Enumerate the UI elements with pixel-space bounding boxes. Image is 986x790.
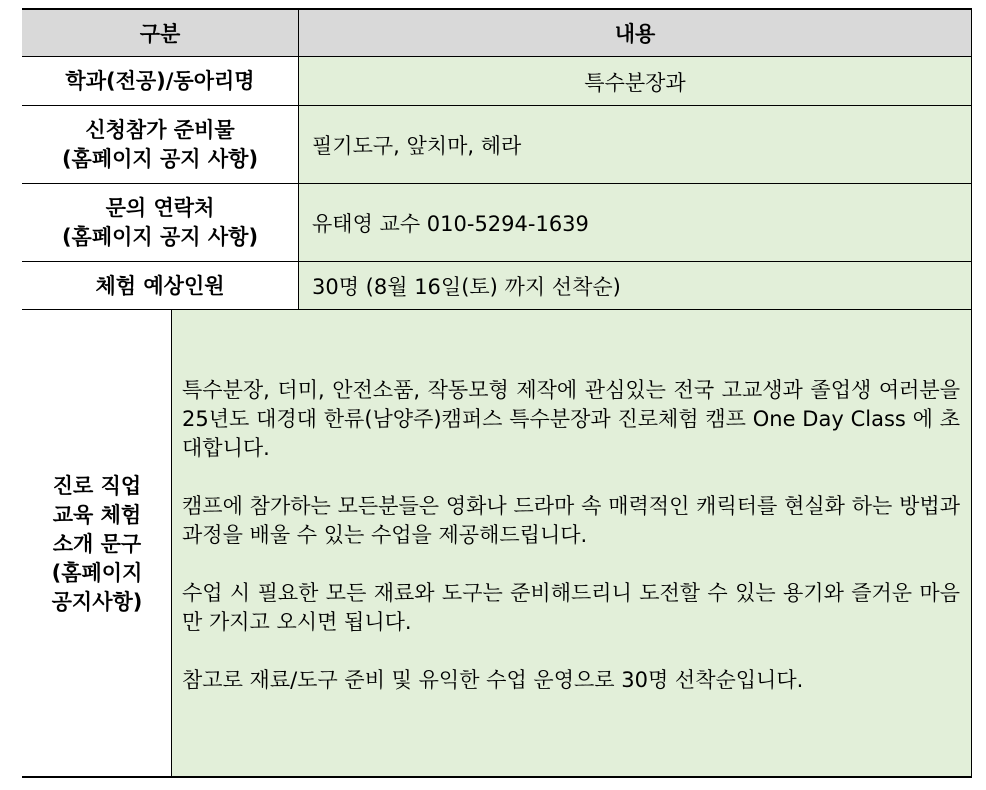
label-intro-line5: 공지사항) [51,589,143,614]
intro-paragraph: 참고로 재료/도구 준비 및 유익한 수업 운영으로 30명 선착순입니다. [182,668,804,692]
header-content: 내용 [298,8,972,57]
intro-content [172,310,972,778]
label-department [22,57,298,106]
value-department: 특수분장과 [298,57,972,106]
info-table [22,8,972,778]
value-capacity: 30명 (8월 16일(토) 까지 선착순) [298,262,972,310]
intro-paragraph: 특수분장, 더미, 안전소품, 작동모형 제작에 관심있는 전국 고교생과 졸업생 여러분을 25년도 대경대 한류(남양주)캠퍼스 특수분장과 진로체험 캠프 One Day Class 에 초대합니다. [182,378,960,460]
value-supplies: 필기도구, 앞치마, 헤라 [298,106,972,184]
row-divider [22,309,972,310]
column-divider [298,8,299,310]
label-intro-line1: 진로 직업 [52,473,142,498]
label-contact [22,184,298,262]
label-intro [22,310,172,778]
intro-column-divider [171,310,172,778]
label-supplies [22,106,298,184]
value-contact: 유태영 교수 010-5294-1639 [298,184,972,262]
label-contact-line2: (홈페이지 공지 사항) [61,225,259,249]
label-contact-line1: 문의 연락처 [105,196,215,220]
row-divider [22,261,972,262]
top-border [22,8,972,10]
label-intro-line4: (홈페이지 [51,560,143,585]
bottom-border [22,776,972,778]
label-capacity [22,262,298,310]
intro-paragraph: 캠프에 참가하는 모든분들은 영화나 드라마 속 매력적인 캐릭터를 현실화 하는 방법과 과정을 배울 수 있는 수업을 제공해드립니다. [182,494,960,547]
header-category: 구분 [22,8,298,57]
label-supplies-line2: (홈페이지 공지 사항) [61,147,259,171]
header-divider [22,56,972,57]
label-department-text: 학과(전공)/동아리명 [65,69,255,93]
intro-paragraph: 수업 시 필요한 모든 재료와 도구는 준비해드리니 도전할 수 있는 용기와 즐거운 마음만 가지고 오시면 됩니다. [182,581,960,634]
label-intro-line2: 교육 체험 [52,502,142,527]
label-intro-line3: 소개 문구 [52,531,142,556]
label-capacity-text: 체험 예상인원 [95,273,225,298]
label-supplies-line1: 신청참가 준비물 [85,118,235,142]
row-divider [22,105,972,106]
row-divider [22,183,972,184]
right-border [971,8,972,778]
